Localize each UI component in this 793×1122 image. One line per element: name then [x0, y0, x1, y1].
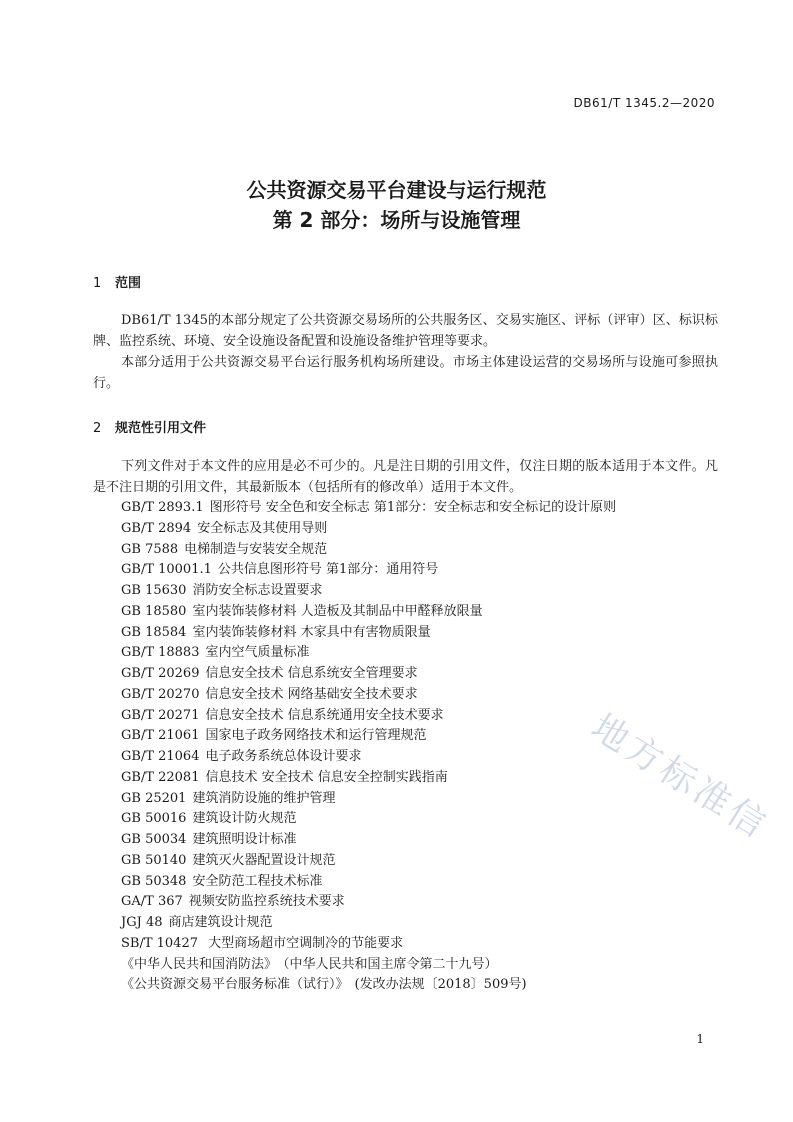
- reference-item: [121, 851, 721, 872]
- reference-title: 电子政务系统总体设计要求: [205, 749, 362, 764]
- reference-code: GB/T 2893.1: [121, 500, 204, 515]
- reference-title: 室内装饰装修材料 人造板及其制品中甲醛释放限量: [192, 603, 483, 619]
- reference-item: [121, 581, 721, 602]
- reference-code: GB/T 20271: [121, 707, 200, 723]
- reference-item: [121, 934, 721, 955]
- reference-title: (发改办法规〔2018〕509号): [354, 977, 527, 993]
- reference-title: 信息安全技术 信息系统安全管理要求: [205, 666, 418, 681]
- reference-code: GB/T 18883: [121, 645, 200, 661]
- reference-item: [121, 540, 721, 561]
- reference-code: GB 50348: [121, 873, 187, 889]
- reference-code: GB 18584: [121, 624, 187, 640]
- reference-title: 信息技术 安全技术 信息安全控制实践指南: [205, 769, 448, 785]
- reference-item: [121, 623, 721, 644]
- reference-item: [121, 892, 721, 913]
- reference-code: 《公共资源交易平台服务标准（试行）》: [121, 977, 349, 993]
- reference-code: GB 50016: [121, 811, 187, 827]
- reference-title: 室内装饰装修材料 木家具中有害物质限量: [192, 624, 431, 640]
- reference-code: GB/T 20269: [121, 666, 200, 681]
- reference-item: [121, 726, 721, 747]
- reference-code: JGJ 48: [121, 915, 163, 930]
- reference-title: 图形符号 安全色和安全标志 第1部分：安全标志和安全标记的设计原则: [209, 500, 617, 515]
- document-code: DB61/T 1345.2—2020: [573, 96, 715, 110]
- section-number: 2: [93, 421, 102, 436]
- section-title: 规范性引用文件: [115, 421, 207, 436]
- reference-code: GB 25201: [121, 790, 187, 806]
- page-number: 1: [696, 1032, 704, 1046]
- document-subtitle: 第 2 部分：场所与设施管理: [272, 208, 521, 232]
- reference-item: [121, 975, 721, 996]
- reference-item: [121, 685, 721, 706]
- reference-title: 国家电子政务网络技术和运行管理规范: [205, 728, 427, 744]
- paragraph: 本部分适用于公共资源交易平台运行服务机构场所建设。市场主体建设运营的交易场所与设施可参照执行。: [93, 355, 718, 391]
- reference-title: 信息安全技术 网络基础安全技术要求: [205, 686, 418, 702]
- reference-title: 安全防范工程技术标准: [192, 873, 323, 889]
- reference-title: 建筑灭火器配置设计规范: [192, 852, 336, 868]
- reference-code: GB/T 10001.1: [121, 562, 212, 578]
- paragraph: DB61/T 1345的本部分规定了公共资源交易场所的公共服务区、交易实施区、评标（评审）区、标识标牌、监控系统、环境、安全设施设备配置和设施设备维护管理等要求。: [93, 313, 718, 349]
- reference-code: GB 7588: [121, 541, 179, 557]
- reference-title: 建筑照明设计标准: [192, 832, 297, 847]
- reference-title: 消防安全标志设置要求: [192, 583, 323, 598]
- section-heading-normative-references: [93, 417, 206, 436]
- reference-title: 电梯制造与安装安全规范: [184, 541, 328, 557]
- reference-title: （中华人民共和国主席令第二十九号）: [283, 956, 498, 972]
- reference-code: GB/T 22081: [121, 769, 200, 785]
- reference-title: 建筑消防设施的维护管理: [192, 790, 336, 806]
- reference-item: [121, 706, 721, 727]
- section-number: 1: [93, 276, 102, 291]
- reference-title: 公共信息图形符号 第1部分：通用符号: [217, 562, 439, 578]
- reference-item: [121, 560, 721, 581]
- reference-title: 安全标志及其使用导则: [197, 520, 328, 536]
- reference-code: GB/T 20270: [121, 686, 200, 702]
- reference-item: [121, 955, 721, 976]
- section-heading-scope: [93, 272, 141, 291]
- paragraph: 下列文件对于本文件的应用是必不可少的。凡是注日期的引用文件，仅注日期的版本适用于本文件。凡是不注日期的引用文件，其最新版本（包括所有的修改单）适用于本文件。: [93, 459, 718, 495]
- reference-item: [121, 498, 721, 519]
- reference-item: [121, 789, 721, 810]
- reference-code: GB 50034: [121, 832, 187, 847]
- reference-item: [121, 872, 721, 893]
- watermark: 地方标准信: [584, 706, 776, 848]
- reference-title: 室内空气质量标准: [205, 645, 310, 661]
- reference-code: GB 18580: [121, 603, 187, 619]
- reference-item: [121, 643, 721, 664]
- reference-code: SB/T 10427: [121, 935, 198, 951]
- reference-code: GB 50140: [121, 852, 187, 868]
- reference-item: [121, 913, 721, 934]
- reference-item: [121, 747, 721, 768]
- reference-item: [121, 664, 721, 685]
- reference-code: GB/T 21061: [121, 728, 200, 744]
- reference-list: [121, 498, 721, 996]
- document-title: 公共资源交易平台建设与运行规范: [246, 178, 547, 202]
- reference-title: 商店建筑设计规范: [168, 915, 273, 930]
- reference-item: [121, 602, 721, 623]
- reference-code: GB/T 2894: [121, 520, 192, 536]
- reference-title: 信息安全技术 信息系统通用安全技术要求: [205, 707, 444, 723]
- reference-code: GB/T 21064: [121, 749, 200, 764]
- reference-title: 建筑设计防火规范: [192, 811, 297, 827]
- scope-body: [93, 310, 718, 394]
- reference-title: 大型商场超市空调制冷的节能要求: [204, 935, 404, 951]
- reference-item: [121, 809, 721, 830]
- reference-item: [121, 830, 721, 851]
- section-title: 范围: [115, 276, 142, 291]
- reference-item: [121, 768, 721, 789]
- reference-title: 视频安防监控系统技术要求: [188, 894, 345, 910]
- references-intro: [93, 456, 718, 498]
- reference-code: GB 15630: [121, 583, 187, 598]
- reference-code: 《中华人民共和国消防法》: [121, 956, 278, 972]
- reference-code: GA/T 367: [121, 894, 183, 910]
- reference-item: [121, 519, 721, 540]
